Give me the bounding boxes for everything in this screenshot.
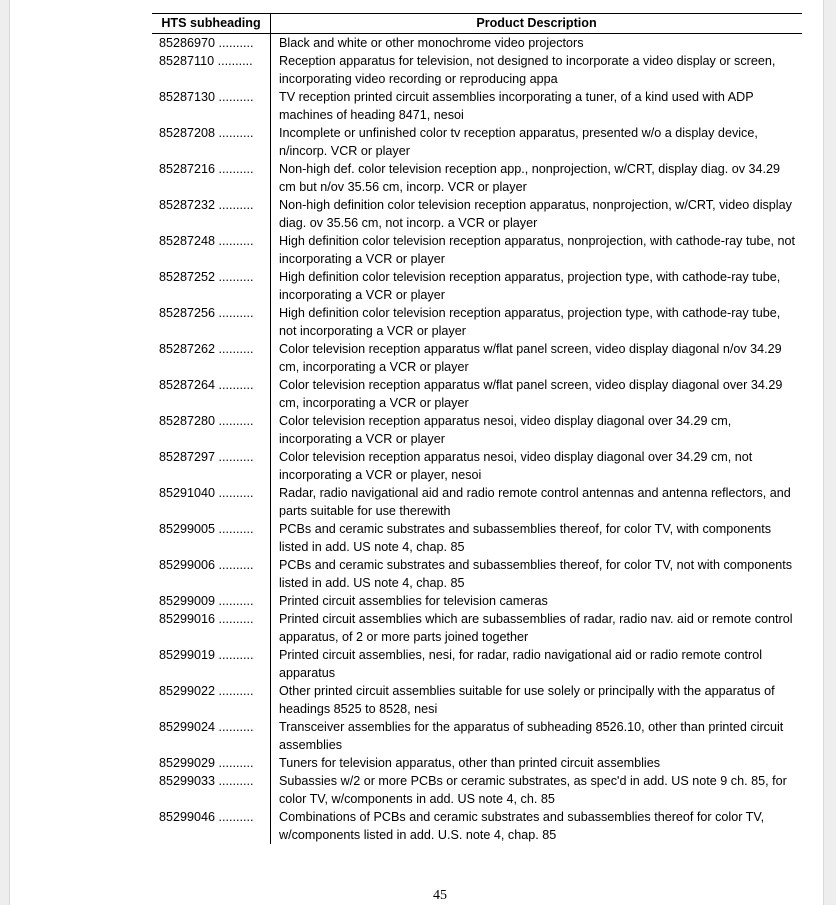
table-row (152, 646, 802, 682)
page-number: 45 (433, 888, 447, 903)
hts-code-cell: 85291040 .......... (152, 484, 271, 520)
header-product-description: Product Description (271, 14, 803, 34)
table-row (152, 556, 802, 592)
table-row (152, 808, 802, 844)
product-description-cell: Combinations of PCBs and ceramic substrates and subassemblies thereof for color TV, w/components listed in add. U.S. note 4, chap. 85 (279, 810, 765, 842)
hts-code-cell: 85287262 .......... (152, 340, 271, 376)
table-row (152, 34, 802, 53)
product-description-cell: Non-high def. color television reception app., nonprojection, w/CRT, display diag. ov 34.29 cm but n/ov 35.56 cm, incorp. VCR or player (279, 162, 781, 194)
table-row (152, 412, 802, 448)
table-row (152, 160, 802, 196)
hts-code-cell: 85287280 .......... (152, 412, 271, 448)
table-row (152, 754, 802, 772)
hts-code-cell: 85299006 .......... (152, 556, 271, 592)
hts-code-cell: 85287110 .......... (152, 52, 271, 88)
table-row (152, 610, 802, 646)
hts-code-cell: 85287297 .......... (152, 448, 271, 484)
table-header-row (152, 14, 802, 34)
product-description-cell: Printed circuit assemblies which are subassemblies of radar, radio nav. aid or remote control apparatus, of 2 or more parts joined together (279, 612, 793, 644)
hts-code-cell: 85287130 .......... (152, 88, 271, 124)
hts-code-cell: 85287252 .......... (152, 268, 271, 304)
table-row (152, 592, 802, 610)
table-row (152, 52, 802, 88)
table-row (152, 772, 802, 808)
hts-code-cell: 85299046 .......... (152, 808, 271, 844)
product-description-cell: Incomplete or unfinished color tv reception apparatus, presented w/o a display device, n/incorp. VCR or player (279, 126, 758, 158)
hts-code-cell: 85299016 .......... (152, 610, 271, 646)
hts-code-cell: 85287248 .......... (152, 232, 271, 268)
product-description-cell: High definition color television reception apparatus, projection type, with cathode-ray tube, not incorporating a VCR or player (279, 306, 781, 338)
product-description-cell: Reception apparatus for television, not designed to incorporate a video display or screen, incorporating video recording or reproducing appa (279, 54, 776, 86)
hts-code-cell: 85287232 .......... (152, 196, 271, 232)
table-row (152, 268, 802, 304)
hts-table (152, 13, 802, 844)
hts-code-cell: 85299024 .......... (152, 718, 271, 754)
product-description-cell: TV reception printed circuit assemblies incorporating a tuner, of a kind used with ADP machines of heading 8471, nesoi (279, 90, 754, 122)
product-description-cell: High definition color television reception apparatus, projection type, with cathode-ray tube, incorporating a VCR or player (279, 270, 781, 302)
product-description-cell: Non-high definition color television reception apparatus, nonprojection, w/CRT, video display diag. ov 35.56 cm, not incorp. a VCR or player (279, 198, 792, 230)
product-description-cell: Tuners for television apparatus, other than printed circuit assemblies (279, 756, 661, 770)
product-description-cell: PCBs and ceramic substrates and subassemblies thereof, for color TV, not with components listed in add. US note 4, chap. 85 (279, 558, 793, 590)
table-row (152, 88, 802, 124)
hts-code-cell: 85287256 .......... (152, 304, 271, 340)
product-description-cell: Color television reception apparatus w/flat panel screen, video display diagonal n/ov 34.29 cm, incorporating a VCR or player (279, 342, 782, 374)
hts-code-cell: 85287208 .......... (152, 124, 271, 160)
header-hts-subheading: HTS subheading (152, 14, 271, 34)
product-description-cell: Printed circuit assemblies, nesi, for radar, radio navigational aid or radio remote control apparatus (279, 648, 762, 680)
table-row (152, 520, 802, 556)
hts-code-cell: 85299022 .......... (152, 682, 271, 718)
hts-code-cell: 85299033 .......... (152, 772, 271, 808)
table-row (152, 304, 802, 340)
hts-code-cell: 85299029 .......... (152, 754, 271, 772)
product-description-cell: Printed circuit assemblies for television cameras (279, 594, 548, 608)
product-description-cell: High definition color television reception apparatus, nonprojection, with cathode-ray tube, not incorporating a VCR or player (279, 234, 795, 266)
hts-code-cell: 85299005 .......... (152, 520, 271, 556)
hts-code-cell: 85287216 .......... (152, 160, 271, 196)
table-row (152, 340, 802, 376)
product-description-cell: Other printed circuit assemblies suitable for use solely or principally with the apparatus of headings 8525 to 8528, nesi (279, 684, 775, 716)
product-description-cell: Subassies w/2 or more PCBs or ceramic substrates, as spec'd in add. US note 9 ch. 85, for color TV, w/components in add. US note 4, ch. 85 (279, 774, 787, 806)
table-row (152, 124, 802, 160)
hts-code-cell: 85299019 .......... (152, 646, 271, 682)
left-gutter (0, 0, 10, 905)
table-row (152, 484, 802, 520)
right-gutter (823, 0, 836, 905)
hts-code-cell: 85299009 .......... (152, 592, 271, 610)
product-description-cell: Color television reception apparatus nesoi, video display diagonal over 34.29 cm, not incorporating a VCR or player, nesoi (279, 450, 753, 482)
product-description-cell: Color television reception apparatus w/flat panel screen, video display diagonal over 34.29 cm, incorporating a VCR or player (279, 378, 783, 410)
hts-code-cell: 85286970 .......... (152, 34, 271, 53)
table-row (152, 682, 802, 718)
product-description-cell: Color television reception apparatus nesoi, video display diagonal over 34.29 cm, incorporating a VCR or player (279, 414, 732, 446)
hts-code-cell: 85287264 .......... (152, 376, 271, 412)
table-body (152, 34, 802, 845)
table-row (152, 448, 802, 484)
table-row (152, 376, 802, 412)
product-description-cell: PCBs and ceramic substrates and subassemblies thereof, for color TV, with components listed in add. US note 4, chap. 85 (279, 522, 772, 554)
table-row (152, 718, 802, 754)
product-description-cell: Transceiver assemblies for the apparatus of subheading 8526.10, other than printed circuit assemblies (279, 720, 784, 752)
table-row (152, 232, 802, 268)
table-row (152, 196, 802, 232)
product-description-cell: Radar, radio navigational aid and radio remote control antennas and antenna reflectors, and parts suitable for use therewith (279, 486, 791, 518)
product-description-cell: Black and white or other monochrome video projectors (279, 36, 584, 50)
